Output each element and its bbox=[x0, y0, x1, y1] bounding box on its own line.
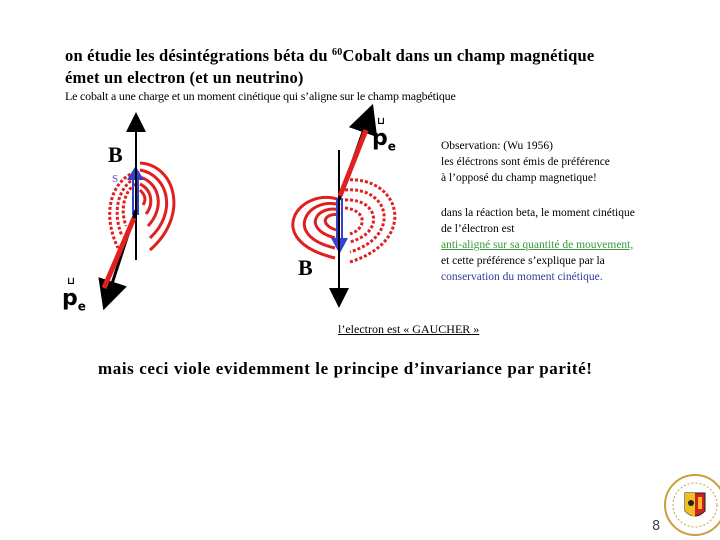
left-field-lines bbox=[110, 163, 174, 250]
right-momentum-subscript: e bbox=[387, 139, 396, 154]
subtitle: Le cobalt a une charge et un moment cinétique qui s’aligne sur le champ magbétique bbox=[65, 89, 456, 103]
explanation-line-3: anti-aligné sur sa quantité de mouvement, bbox=[441, 239, 634, 251]
left-momentum-label bbox=[62, 278, 86, 313]
explanation-line-5: conservation du moment cinétique. bbox=[441, 271, 603, 283]
university-crest-logo bbox=[665, 475, 720, 535]
left-vector-mark: ⊔ bbox=[67, 276, 75, 287]
title-line-1-end: Cobalt dans un champ magnétique bbox=[342, 46, 595, 65]
left-momentum-subscript: e bbox=[77, 299, 86, 314]
spin-label: S bbox=[112, 173, 119, 185]
left-momentum-symbol: p bbox=[62, 286, 78, 311]
right-field-line-7 bbox=[345, 200, 374, 242]
observation-text bbox=[441, 138, 610, 186]
right-vector-mark: ⊔ bbox=[377, 116, 385, 127]
observation-line-1: Observation: (Wu 1956) bbox=[441, 140, 553, 152]
left-field-label: B bbox=[108, 142, 123, 167]
observation-line-3: à l’opposé du champ magnetique! bbox=[441, 172, 597, 184]
title-line-1-start: on étudie les désintégrations béta du bbox=[65, 46, 333, 65]
right-momentum-label bbox=[372, 118, 396, 153]
explanation-line-2: de l’électron est bbox=[441, 223, 515, 235]
right-field-label: B bbox=[298, 255, 313, 280]
right-electron-red-arrow bbox=[340, 130, 366, 196]
title-line-2: émet un electron (et un neutrino) bbox=[65, 68, 304, 87]
page-number: 8 bbox=[652, 519, 661, 534]
observation-line-2: les éléctrons sont émis de préférence bbox=[441, 156, 610, 168]
right-field-line-8 bbox=[345, 208, 362, 234]
explanation-line-1: dans la réaction beta, le moment cinétique bbox=[441, 207, 635, 219]
conclusion: mais ceci viole evidemment le principe d’invariance par parité! bbox=[98, 359, 593, 378]
explanation-line-4: et cette préférence s’explique par la bbox=[441, 255, 605, 267]
explanation-text bbox=[441, 205, 635, 285]
left-handed-note: l’electron est « GAUCHER » bbox=[338, 322, 480, 336]
left-field-line-8 bbox=[140, 190, 145, 205]
isotope-superscript: 60 bbox=[332, 47, 343, 58]
right-momentum-symbol: p bbox=[372, 126, 388, 151]
